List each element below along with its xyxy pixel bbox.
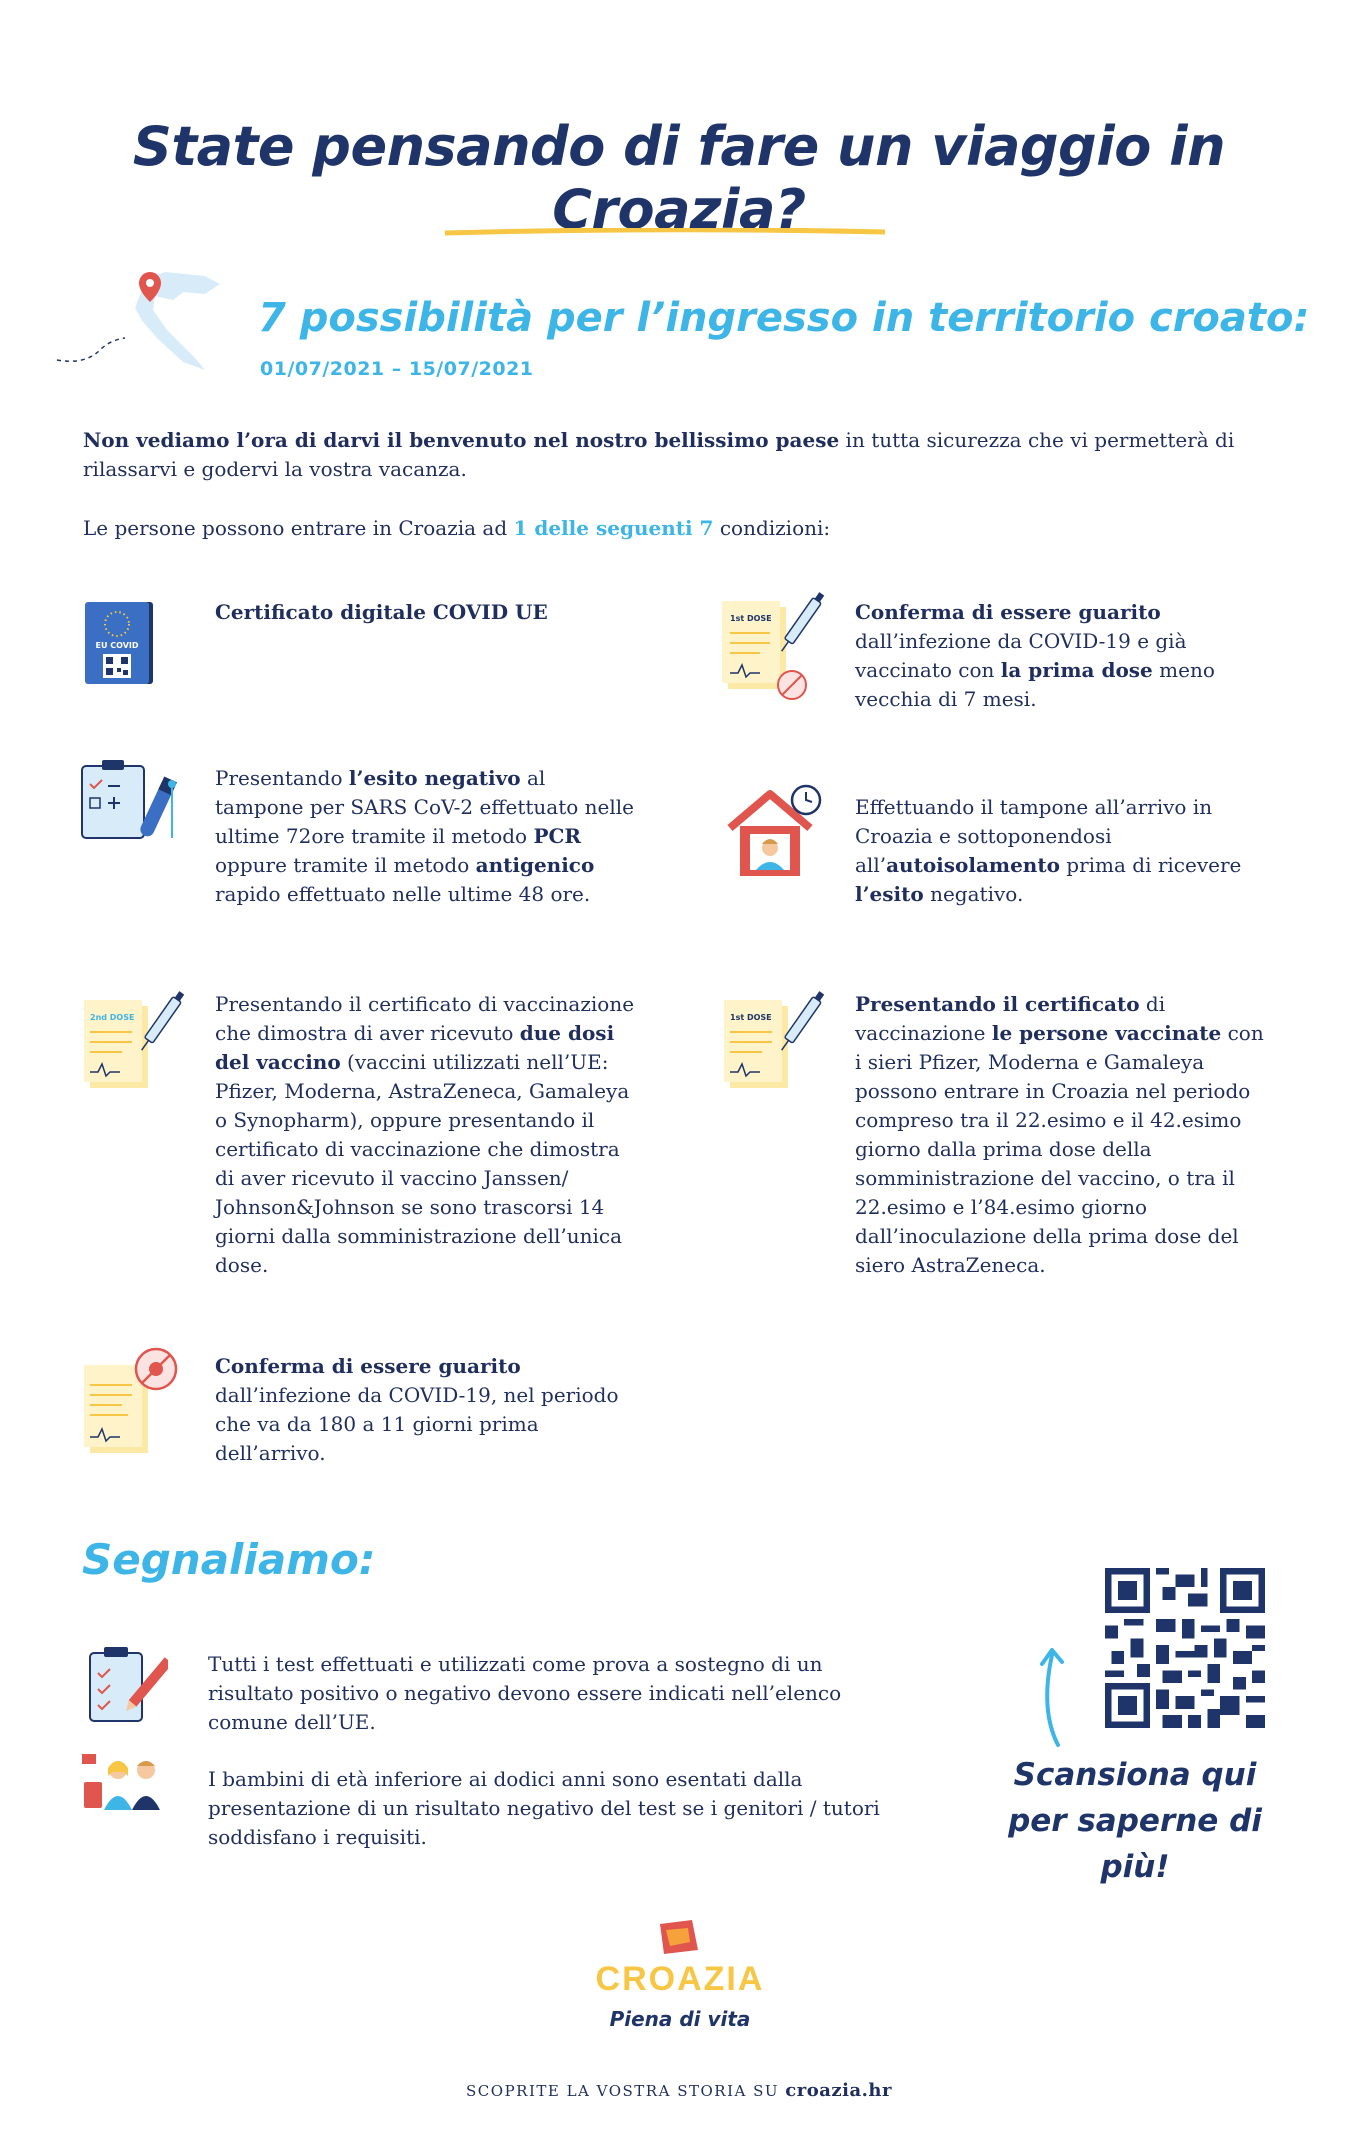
- title-underline: [445, 228, 885, 236]
- intro-paragraph: [83, 426, 1283, 484]
- bold-run: Conferma di essere guarito: [215, 1354, 521, 1378]
- bold-run: Presentando il certificato: [855, 992, 1140, 1016]
- second-dose-certificate-icon: [80, 980, 190, 1100]
- condition-4: [855, 793, 1275, 909]
- text-run: negativo.: [923, 882, 1024, 906]
- bold-run: le persone vaccinate: [991, 1021, 1222, 1045]
- conditions-after: condizioni:: [713, 516, 831, 540]
- page-title: State pensando di fare un viaggio in Croazia?: [132, 115, 1226, 241]
- bold-run: PCR: [533, 824, 582, 848]
- logo-tagline: Piena di vita: [609, 2007, 751, 2031]
- text-run: prima di ricevere: [1059, 853, 1242, 877]
- logo-word: CROAZIA: [595, 1960, 765, 1998]
- date-range: 01/07/2021 – 15/07/2021: [260, 358, 534, 380]
- text-run: meno vecchia di 7 mesi.: [855, 658, 1215, 711]
- notes-heading: Segnaliamo:: [82, 1535, 376, 1584]
- text-run: oppure tramite il metodo: [215, 853, 476, 877]
- bold-run: la prima dose: [1000, 658, 1153, 682]
- bold-run: l’esito negativo: [348, 766, 521, 790]
- condition-5: [215, 990, 635, 1280]
- bold-run: Certificato digitale COVID UE: [215, 600, 548, 624]
- checklist-icon: [88, 1645, 168, 1725]
- note-1: Tutti i test effettuati e utilizzati come prova a sostegno di un risultato positivo o negativo devono essere indicati nell’elenco comune dell’UE.: [208, 1652, 842, 1734]
- footer-text: SCOPRITE LA VOSTRA STORIA SU: [466, 2082, 786, 2100]
- text-run: dall’infezione da COVID-19 e già vaccinato con: [855, 629, 1187, 682]
- footer: [0, 2080, 1358, 2101]
- condition-6: [855, 990, 1275, 1280]
- first-dose-label-b: 1st DOSE: [730, 1013, 772, 1022]
- recovery-certificate-icon: [80, 1345, 190, 1465]
- intro-bold: Non vediamo l’ora di darvi il benvenuto nel nostro bellissimo paese: [83, 428, 840, 452]
- condition-2: [855, 598, 1275, 714]
- eu-covid-label: EU COVID: [95, 641, 139, 650]
- conditions-intro: [83, 514, 1283, 543]
- bold-run: Conferma di essere guarito: [855, 600, 1161, 624]
- note-2: I bambini di età inferiore ai dodici anni sono esentati dalla presentazione di un risultato negativo del test se i genitori / tutori soddisfano i requisiti.: [208, 1767, 880, 1849]
- bold-run: l’esito: [855, 882, 924, 906]
- text-run: (vaccini utilizzati nell’UE: Pfizer, Moderna, AstraZeneca, Gamaleya o Synopharm), oppure presentando il certificato di vaccinazione che dimostra di aver ricevuto il vaccino Janssen/ Johnson&Johnson se sono trascorsi 14 giorni dalla somministrazione dell’unica dose.: [215, 1050, 630, 1277]
- bold-run: autoisolamento: [886, 853, 1060, 877]
- text-run: Effettuando il tampone all’arrivo in Croazia e sottoponendosi all’: [855, 795, 1213, 877]
- croazia-logo-graphic: [580, 1920, 780, 2040]
- text-run: Presentando il certificato di vaccinazione che dimostra di aver ricevuto: [215, 992, 635, 1045]
- test-kit-icon: [80, 758, 190, 858]
- family-travel-icon: [80, 1752, 170, 1812]
- text-run: con i sieri Pfizer, Moderna e Gamaleya possono entrare in Croazia nel periodo compreso tra il 22.esimo e il 42.esimo giorno dalla prima dose della somministrazione del vaccino, o tra il 22.esimo e l’84.esimo giorno dall’inoculazione della prima dose del siero AstraZeneca.: [855, 1021, 1264, 1277]
- intro-rest: in tutta sicurezza che vi permetterà di rilassarvi e godervi la vostra vacanza.: [83, 428, 1235, 481]
- bold-run: due dosi del vaccino: [215, 1021, 615, 1074]
- croatia-map-icon: [55, 270, 225, 380]
- first-dose-recovered-icon: [720, 585, 830, 705]
- first-dose-certificate-icon: [720, 980, 830, 1100]
- arrow-up-icon: [1030, 1640, 1080, 1750]
- text-run: dall’infezione da COVID-19, nel periodo che va da 180 a 11 giorni prima dell’arrivo.: [215, 1383, 619, 1465]
- eu-covid-certificate-icon: [85, 602, 155, 684]
- first-dose-label-a: 1st DOSE: [730, 614, 772, 623]
- conditions-before: Le persone possono entrare in Croazia ad: [83, 516, 514, 540]
- condition-3: [215, 764, 635, 909]
- text-run: rapido effettuato nelle ultime 48 ore.: [215, 882, 591, 906]
- footer-link[interactable]: croazia.hr: [785, 2080, 892, 2101]
- condition-7: [215, 1352, 655, 1468]
- text-run: Presentando: [215, 766, 349, 790]
- home-isolation-icon: [720, 782, 830, 882]
- conditions-highlight: 1 delle seguenti 7: [513, 516, 714, 540]
- croazia-logo: [580, 1920, 780, 2040]
- qr-caption: Scansiona qui per saperne di più!: [1008, 1757, 1262, 1885]
- text-run: al tampone per SARS CoV-2 effettuato nelle ultime 72ore tramite il metodo: [215, 766, 634, 848]
- qr-code[interactable]: [1105, 1568, 1265, 1728]
- text-run: di vaccinazione: [855, 992, 1166, 1045]
- second-dose-label: 2nd DOSE: [90, 1013, 135, 1022]
- bold-run: antigenico: [475, 853, 595, 877]
- condition-1: [215, 598, 635, 627]
- subtitle: 7 possibilità per l’ingresso in territorio croato:: [258, 295, 1310, 341]
